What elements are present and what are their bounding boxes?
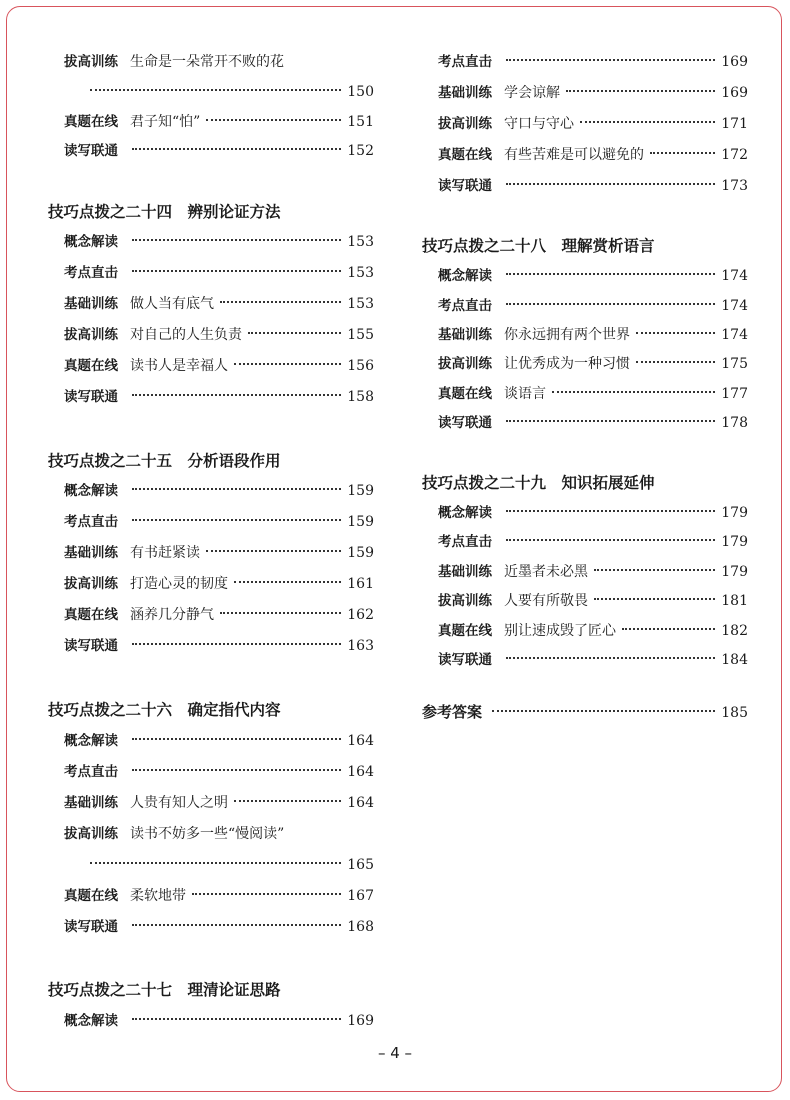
dot-leader xyxy=(132,394,341,396)
toc-entry[interactable] xyxy=(64,793,374,813)
dot-leader xyxy=(132,643,341,645)
entry-label: 读写联通 xyxy=(64,638,118,654)
entry-label: 概念解读 xyxy=(64,483,118,499)
entry-label: 考点直击 xyxy=(64,514,118,530)
dot-leader xyxy=(552,391,715,393)
entry-label: 概念解读 xyxy=(438,268,492,284)
entry-page: 179 xyxy=(721,534,748,550)
entry-label: 基础训练 xyxy=(64,545,118,561)
entry-page: 159 xyxy=(347,483,374,499)
entry-page: 164 xyxy=(347,764,374,780)
entry-page: 164 xyxy=(347,795,374,811)
entry-title: 做人当有底气 xyxy=(130,296,214,312)
entry-page: 169 xyxy=(721,54,748,70)
dot-leader xyxy=(132,769,341,771)
dot-leader xyxy=(206,550,341,552)
entry-page: 164 xyxy=(347,733,374,749)
toc-entry[interactable] xyxy=(438,354,748,374)
entry-page: 181 xyxy=(721,593,748,609)
entry-page: 163 xyxy=(347,638,374,654)
dot-leader xyxy=(506,183,715,185)
entry-title: 有些苦难是可以避免的 xyxy=(504,147,644,163)
entry-label: 概念解读 xyxy=(64,1013,118,1029)
dot-leader xyxy=(132,488,341,490)
toc-entry[interactable] xyxy=(64,636,374,656)
toc-entry[interactable] xyxy=(438,503,748,523)
entry-label: 读写联通 xyxy=(64,389,118,405)
dot-leader xyxy=(220,612,341,614)
entry-label: 拔高训练 xyxy=(438,593,492,609)
entry-label: 基础训练 xyxy=(438,85,492,101)
entry-page: 174 xyxy=(721,298,748,314)
dot-leader xyxy=(132,519,341,521)
section-title[interactable]: 技巧点拨之二十七 理清论证思路 xyxy=(48,981,281,999)
toc-entry[interactable] xyxy=(64,574,374,594)
toc-entry[interactable] xyxy=(438,83,748,103)
entry-label: 真题在线 xyxy=(64,607,118,623)
dot-leader xyxy=(90,89,341,91)
entry-label: 考点直击 xyxy=(64,764,118,780)
toc-entry[interactable] xyxy=(438,296,748,316)
entry-page: 155 xyxy=(347,327,374,343)
entry-title: 人贵有知人之明 xyxy=(130,795,228,811)
toc-entry[interactable] xyxy=(64,917,374,937)
entry-page: 153 xyxy=(347,265,374,281)
entry-page: 171 xyxy=(721,116,748,132)
entry-title: 读书不妨多一些“慢阅读” xyxy=(130,826,285,842)
toc-entry[interactable] xyxy=(64,294,374,314)
entry-title: 打造心灵的韧度 xyxy=(130,576,228,592)
toc-entry[interactable] xyxy=(438,114,748,134)
entry-title: 近墨者未必黑 xyxy=(504,564,588,580)
entry-page: 179 xyxy=(721,505,748,521)
dot-leader xyxy=(132,239,341,241)
entry-page: 169 xyxy=(721,85,748,101)
dot-leader xyxy=(492,710,715,712)
entry-page: 151 xyxy=(347,114,374,130)
entry-label: 读写联通 xyxy=(438,415,492,431)
entry-label: 基础训练 xyxy=(64,795,118,811)
entry-label: 考点直击 xyxy=(438,54,492,70)
dot-leader xyxy=(132,1018,341,1020)
toc-entry[interactable] xyxy=(438,325,748,345)
toc-entry[interactable] xyxy=(438,384,748,404)
entry-label: 拔高训练 xyxy=(438,116,492,132)
toc-entry[interactable] xyxy=(64,605,374,625)
entry-page: 174 xyxy=(721,327,748,343)
section-title[interactable]: 技巧点拨之二十四 辨别论证方法 xyxy=(48,203,281,221)
toc-entry[interactable] xyxy=(64,325,374,345)
entry-label: 拔高训练 xyxy=(438,356,492,372)
entry-page: 150 xyxy=(347,84,374,100)
toc-entry[interactable] xyxy=(64,731,374,751)
dot-leader xyxy=(192,893,341,895)
entry-title: 君子知“怕” xyxy=(130,114,201,130)
toc-entry[interactable] xyxy=(438,266,748,286)
dot-leader xyxy=(506,657,715,659)
entry-label: 真题在线 xyxy=(64,114,118,130)
entry-page: 177 xyxy=(721,386,748,402)
dot-leader xyxy=(650,152,715,154)
answers-page: 185 xyxy=(721,705,748,721)
entry-page: 174 xyxy=(721,268,748,284)
entry-label: 概念解读 xyxy=(64,733,118,749)
entry-title: 对自己的人生负责 xyxy=(130,327,242,343)
entry-title: 你永远拥有两个世界 xyxy=(504,327,630,343)
toc-entry[interactable] xyxy=(438,145,748,165)
entry-label: 拔高训练 xyxy=(64,576,118,592)
toc-entry[interactable] xyxy=(64,232,374,252)
dot-leader xyxy=(506,420,715,422)
entry-title: 涵养几分静气 xyxy=(130,607,214,623)
toc-entry-continuation[interactable] xyxy=(88,82,374,102)
toc-entry[interactable] xyxy=(64,1011,374,1031)
entry-label: 读写联通 xyxy=(438,652,492,668)
entry-label: 读写联通 xyxy=(64,143,118,159)
toc-entry[interactable] xyxy=(64,387,374,407)
dot-leader xyxy=(234,800,341,802)
toc-entry[interactable] xyxy=(438,650,748,670)
dot-leader xyxy=(506,273,715,275)
entry-page: 178 xyxy=(721,415,748,431)
entry-page: 162 xyxy=(347,607,374,623)
entry-title: 读书人是幸福人 xyxy=(130,358,228,374)
section-title[interactable]: 技巧点拨之二十六 确定指代内容 xyxy=(48,701,281,719)
entry-label: 概念解读 xyxy=(438,505,492,521)
entry-label: 真题在线 xyxy=(438,623,492,639)
toc-entry[interactable] xyxy=(64,141,374,161)
entry-label: 读写联通 xyxy=(64,919,118,935)
entry-title: 柔软地带 xyxy=(130,888,186,904)
dot-leader xyxy=(506,59,715,61)
entry-label: 读写联通 xyxy=(438,178,492,194)
entry-title: 学会谅解 xyxy=(504,85,560,101)
entry-label: 真题在线 xyxy=(64,358,118,374)
toc-entry[interactable] xyxy=(64,356,374,376)
dot-leader xyxy=(132,924,341,926)
toc-entry[interactable] xyxy=(438,621,748,641)
toc-entry[interactable] xyxy=(64,52,374,72)
dot-leader xyxy=(132,738,341,740)
entry-page: 175 xyxy=(721,356,748,372)
entry-page: 161 xyxy=(347,576,374,592)
dot-leader xyxy=(220,301,341,303)
entry-title: 谈语言 xyxy=(504,386,546,402)
section-title[interactable]: 技巧点拨之二十八 理解赏析语言 xyxy=(422,237,655,255)
dot-leader xyxy=(206,119,341,121)
toc-entry[interactable] xyxy=(438,532,748,552)
section-title[interactable]: 技巧点拨之二十五 分析语段作用 xyxy=(48,452,281,470)
toc-entry[interactable] xyxy=(64,512,374,532)
toc-entry[interactable] xyxy=(64,543,374,563)
entry-label: 真题在线 xyxy=(438,147,492,163)
entry-page: 172 xyxy=(721,147,748,163)
toc-entry[interactable] xyxy=(438,52,748,72)
page-number: – 4 – xyxy=(377,1044,413,1062)
entry-page: 156 xyxy=(347,358,374,374)
dot-leader xyxy=(234,581,341,583)
entry-page: 153 xyxy=(347,234,374,250)
entry-page: 179 xyxy=(721,564,748,580)
dot-leader xyxy=(580,121,715,123)
entry-label: 概念解读 xyxy=(64,234,118,250)
entry-title: 生命是一朵常开不败的花 xyxy=(130,54,284,70)
entry-label: 拔高训练 xyxy=(64,826,118,842)
toc-entry[interactable] xyxy=(438,562,748,582)
entry-label: 基础训练 xyxy=(64,296,118,312)
answers-label: 参考答案 xyxy=(422,703,483,721)
dot-leader xyxy=(594,598,715,600)
entry-label: 考点直击 xyxy=(438,298,492,314)
dot-leader xyxy=(506,539,715,541)
toc-entry[interactable] xyxy=(64,824,374,844)
toc-entry[interactable] xyxy=(438,176,748,196)
dot-leader xyxy=(248,332,341,334)
entry-page: 152 xyxy=(347,143,374,159)
entry-title: 有书赶紧读 xyxy=(130,545,200,561)
entry-title: 别让速成毁了匠心 xyxy=(504,623,616,639)
dot-leader xyxy=(506,303,715,305)
toc-entry[interactable] xyxy=(438,591,748,611)
dot-leader xyxy=(566,90,715,92)
entry-page: 182 xyxy=(721,623,748,639)
entry-title: 人要有所敬畏 xyxy=(504,593,588,609)
dot-leader xyxy=(132,270,341,272)
entry-label: 考点直击 xyxy=(64,265,118,281)
entry-page: 184 xyxy=(721,652,748,668)
dot-leader xyxy=(90,862,341,864)
dot-leader xyxy=(506,510,715,512)
dot-leader xyxy=(622,628,715,630)
toc-entry-continuation[interactable] xyxy=(88,855,374,875)
answers-entry[interactable] xyxy=(422,701,748,721)
toc-entry[interactable] xyxy=(64,886,374,906)
dot-leader xyxy=(636,332,715,334)
entry-title: 守口与守心 xyxy=(504,116,574,132)
entry-label: 基础训练 xyxy=(438,327,492,343)
dot-leader xyxy=(636,361,715,363)
entry-page: 168 xyxy=(347,919,374,935)
dot-leader xyxy=(234,363,341,365)
entry-label: 考点直击 xyxy=(438,534,492,550)
toc-entry[interactable] xyxy=(64,112,374,132)
entry-label: 拔高训练 xyxy=(64,327,118,343)
dot-leader xyxy=(594,569,715,571)
entry-page: 167 xyxy=(347,888,374,904)
entry-title: 让优秀成为一种习惯 xyxy=(504,356,630,372)
entry-label: 真题在线 xyxy=(438,386,492,402)
entry-label: 真题在线 xyxy=(64,888,118,904)
entry-page: 169 xyxy=(347,1013,374,1029)
entry-page: 159 xyxy=(347,545,374,561)
entry-page: 153 xyxy=(347,296,374,312)
toc-entry[interactable] xyxy=(64,481,374,501)
section-title[interactable]: 技巧点拨之二十九 知识拓展延伸 xyxy=(422,474,655,492)
entry-label: 基础训练 xyxy=(438,564,492,580)
entry-label: 拔高训练 xyxy=(64,54,118,70)
dot-leader xyxy=(132,148,341,150)
toc-entry[interactable] xyxy=(64,263,374,283)
entry-page: 173 xyxy=(721,178,748,194)
toc-entry[interactable] xyxy=(438,413,748,433)
entry-page: 158 xyxy=(347,389,374,405)
entry-page: 165 xyxy=(347,857,374,873)
entry-page: 159 xyxy=(347,514,374,530)
toc-entry[interactable] xyxy=(64,762,374,782)
